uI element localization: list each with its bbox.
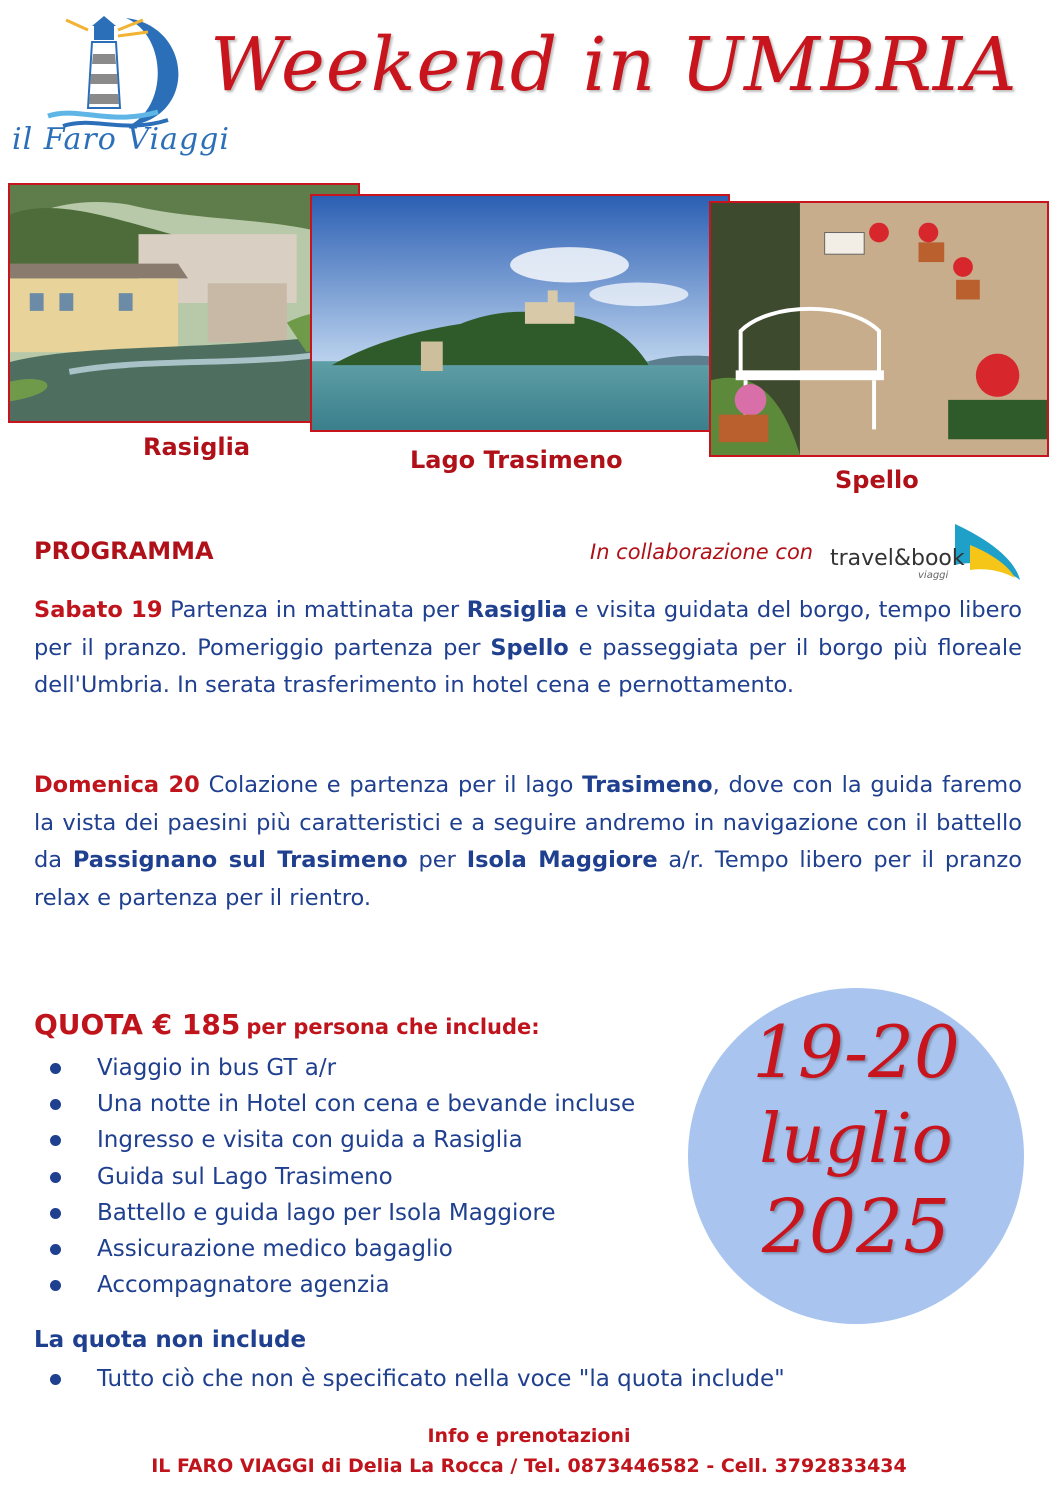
date-month: luglio xyxy=(759,1100,953,1179)
photo-rasiglia xyxy=(8,183,360,423)
date-badge xyxy=(688,988,1024,1324)
list-item xyxy=(34,1231,635,1267)
contact-line xyxy=(0,1455,1058,1477)
bullet-icon xyxy=(50,1172,61,1183)
partner-subtitle: viaggi xyxy=(918,570,949,581)
village-image xyxy=(10,185,358,421)
caption-spello: Spello xyxy=(835,466,919,494)
text-span: per xyxy=(407,847,467,873)
photo-lago-trasimeno xyxy=(310,194,730,432)
list-item xyxy=(34,1050,635,1086)
day-label-sunday: Domenica 20 xyxy=(34,772,200,798)
list-item xyxy=(34,1195,635,1231)
list-item-text: Tutto ciò che non è specificato nella voce "la quota include" xyxy=(97,1366,785,1392)
place-trasimeno: Trasimeno xyxy=(582,772,713,798)
contact-details: di Delia La Rocca / Tel. 0873446582 - Cell. 3792833434 xyxy=(314,1455,907,1477)
bullet-icon xyxy=(50,1244,61,1255)
bullet-icon xyxy=(50,1374,61,1385)
excludes-list xyxy=(34,1361,785,1397)
text-span: e passeggiata per il borgo più floreale dell'Umbria. In serata trasferimento in hotel cena e pernottamento. xyxy=(34,634,1022,698)
partner-name: travel&book xyxy=(830,546,965,571)
bullet-icon xyxy=(50,1280,61,1291)
caption-lago-trasimeno: Lago Trasimeno xyxy=(410,446,623,474)
text-span: Partenza in mattinata per xyxy=(162,597,467,623)
bullet-icon xyxy=(50,1099,61,1110)
agency-name: IL FARO VIAGGI xyxy=(151,1455,315,1477)
info-title: Info e prenotazioni xyxy=(427,1425,631,1447)
place-spello: Spello xyxy=(490,634,569,661)
place-passignano: Passignano sul Trasimeno xyxy=(72,847,408,873)
quota-subtitle: per persona che include: xyxy=(246,1015,540,1039)
day-label-saturday: Sabato 19 xyxy=(34,597,163,623)
text-span: e visita guidata del borgo, tempo libero per il pranzo. Pomeriggio partenza per xyxy=(34,597,1022,661)
list-item xyxy=(34,1159,635,1195)
list-item xyxy=(34,1361,785,1397)
bullet-icon xyxy=(50,1208,61,1219)
list-item-text: Assicurazione medico bagaglio xyxy=(97,1236,453,1263)
program-sunday xyxy=(34,767,1022,917)
collaboration-label: In collaborazione con xyxy=(590,540,814,564)
list-item-text: Ingresso e visita con guida a Rasiglia xyxy=(97,1127,523,1154)
text-span: Colazione e partenza per il lago xyxy=(199,772,583,798)
quota-heading xyxy=(34,1008,540,1041)
caption-rasiglia: Rasiglia xyxy=(143,433,251,461)
text-span: , dove con la guida faremo la vista dei paesini più caratteristici e a seguire andremo in navigazione con il battello da xyxy=(34,772,1022,873)
date-days: 19-20 xyxy=(752,1010,960,1094)
place-isola-maggiore: Isola Maggiore xyxy=(466,847,658,873)
logo-text: il Faro Viaggi xyxy=(12,122,230,157)
list-item-text: Accompagnatore agenzia xyxy=(97,1272,390,1299)
text-span: a/r. Tempo libero per il pranzo relax e partenza per il rientro. xyxy=(34,847,1022,911)
place-rasiglia: Rasiglia xyxy=(466,597,568,623)
list-item-text: Battello e guida lago per Isola Maggiore xyxy=(97,1199,556,1226)
quota-price: QUOTA € 185 xyxy=(34,1008,241,1041)
bullet-icon xyxy=(50,1063,61,1074)
list-item xyxy=(34,1267,635,1303)
list-item xyxy=(34,1122,635,1158)
includes-list xyxy=(34,1050,635,1303)
date-year: 2025 xyxy=(761,1184,951,1270)
not-included-title: La quota non include xyxy=(34,1327,307,1353)
list-item xyxy=(34,1086,635,1122)
page-title: Weekend in UMBRIA xyxy=(210,22,1018,108)
photo-spello xyxy=(709,201,1049,457)
program-saturday xyxy=(34,592,1022,705)
lake-island-image xyxy=(312,196,728,430)
flower-bench-image xyxy=(711,203,1047,455)
list-item-text: Guida sul Lago Trasimeno xyxy=(97,1163,393,1190)
list-item-text: Una notte in Hotel con cena e bevande incluse xyxy=(97,1091,636,1118)
bullet-icon xyxy=(50,1135,61,1146)
list-item-text: Viaggio in bus GT a/r xyxy=(97,1055,337,1081)
program-title: PROGRAMMA xyxy=(34,537,214,565)
